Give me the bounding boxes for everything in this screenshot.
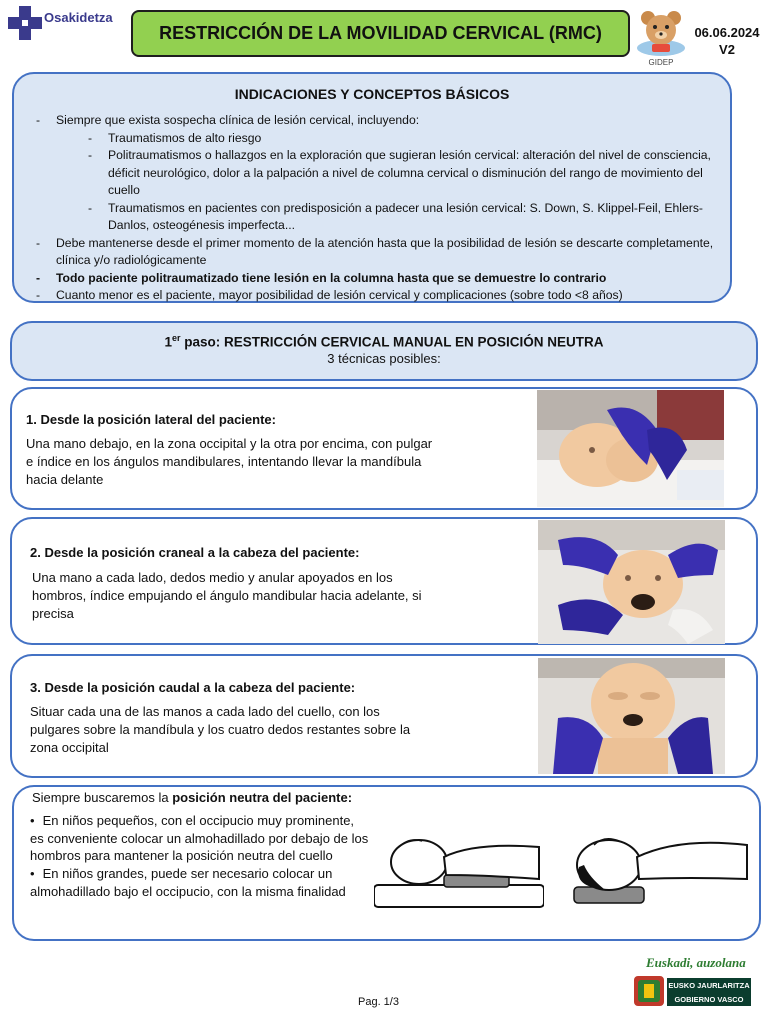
technique-3-text: Situar cada una de las manos a cada lado del cuello, con los pulgares sobre la mandíbula y los cuatro dedos restantes sobre la zona occipital	[30, 704, 411, 755]
euskadi-brand: Euskadi, auzolana	[646, 955, 746, 970]
large-child-position-illustration	[559, 817, 749, 917]
indication-item: - Debe mantenerse desde el primer momento de la atención hasta que la posibilidad de lesión se descarte completamente, clínica y/o radiológicamente	[36, 235, 718, 270]
indications-heading: INDICACIONES Y CONCEPTOS BÁSICOS	[234, 86, 510, 102]
indications-list	[14, 112, 730, 305]
bullet-glyph: •	[30, 866, 35, 882]
technique-2-text: Una mano a cada lado, dedos medio y anular apoyados en los hombros, índice empujando el ángulo mandibular hacia adelante, si precisa	[32, 570, 422, 621]
neutral-item-text: En niños pequeños, con el occipucio muy prominente, es conveniente colocar un almohadillado por debajo de los hombros para mantener la posición neutra del cuello	[30, 813, 369, 864]
step1-superscript: er	[171, 333, 181, 343]
technique-2-title: 2. Desde la posición craneal a la cabeza del paciente:	[30, 545, 360, 560]
technique-3-photo	[538, 658, 725, 774]
neutral-item	[30, 865, 370, 900]
neutral-list	[30, 812, 370, 901]
technique-1-box	[10, 387, 758, 510]
technique-3-box	[10, 654, 758, 778]
document-date	[688, 24, 766, 58]
gov-line-1: EUSKO JAURLARITZA	[668, 981, 750, 990]
technique-1-title: 1. Desde la posición lateral del paciente:	[26, 412, 276, 427]
gobierno-vasco-logo	[634, 974, 752, 1010]
technique-3-title: 3. Desde la posición caudal a la cabeza del paciente:	[30, 680, 356, 695]
technique-1-text: Una mano debajo, en la zona occipital y la otra por encima, con pulgar e índice en los ángulos mandibulares, intentando llevar la mandíbula hacia delante	[26, 436, 433, 487]
neutral-position-box	[12, 785, 761, 941]
indication-item: - Cuanto menor es el paciente, mayor posibilidad de lesión cervical y complicaciones (sobre todo <8 años)	[36, 287, 718, 305]
gidep-logo	[634, 8, 688, 68]
gobierno-vasco-logo-icon	[634, 974, 752, 1010]
indication-item-bold: - Todo paciente politraumatizado tiene lesión en la columna hasta que se demuestre lo contrario	[36, 270, 718, 288]
neutral-item	[30, 812, 370, 865]
step1-subtitle: 3 técnicas posibles:	[327, 350, 441, 366]
date-text: 06.06.2024	[694, 25, 760, 40]
indication-item: - Siempre que exista sospecha clínica de lesión cervical, incluyendo:	[36, 112, 718, 130]
bullet-glyph: •	[30, 813, 35, 828]
neutral-intro-plain: Siempre buscaremos la	[32, 790, 169, 805]
neutral-item-text: En niños grandes, puede ser necesario colocar un almohadillado bajo el occipucio, con la misma finalidad	[30, 866, 346, 899]
indication-subitem: - Politraumatismos o hallazgos en la exploración que sugieran lesión cervical: alteración del nivel de consciencia, déficit neurológico, dolor a la palpación a nivel de columna cervical o disminución del rango de movimiento del cuello	[36, 147, 718, 200]
small-child-position-illustration	[374, 817, 544, 917]
step1-title	[12, 333, 756, 350]
gidep-label: GIDEP	[648, 58, 674, 67]
page-number: Pag. 1/3	[358, 996, 399, 1008]
version-text: V2	[719, 42, 735, 57]
indications-box	[12, 72, 732, 303]
indication-subitem: - Traumatismos en pacientes con predisposición a padecer una lesión cervical: S. Down, S. Klippel-Feil, Ehlers-Danlos, osteogénesis imperfecta...	[36, 200, 718, 235]
neutral-intro	[32, 790, 352, 805]
technique-1-photo	[537, 390, 724, 507]
page-title: RESTRICCIÓN DE LA MOVILIDAD CERVICAL (RMC)	[131, 10, 630, 57]
step1-title-text: paso: RESTRICCIÓN CERVICAL MANUAL EN POSICIÓN NEUTRA	[184, 334, 604, 350]
gov-line-2: GOBIERNO VASCO	[674, 995, 744, 1004]
technique-2-box	[10, 517, 758, 645]
indication-subitem: - Traumatismos de alto riesgo	[36, 130, 718, 148]
osakidetza-logo	[6, 4, 126, 44]
step1-box	[10, 321, 758, 381]
technique-2-photo	[538, 520, 725, 644]
step1-number: 1	[164, 334, 172, 350]
osakidetza-logo-icon	[6, 4, 44, 42]
neutral-intro-bold: posición neutra del paciente:	[172, 790, 353, 805]
logo-text: Osakidetza	[44, 10, 113, 25]
gidep-bear-logo-icon	[634, 8, 688, 58]
